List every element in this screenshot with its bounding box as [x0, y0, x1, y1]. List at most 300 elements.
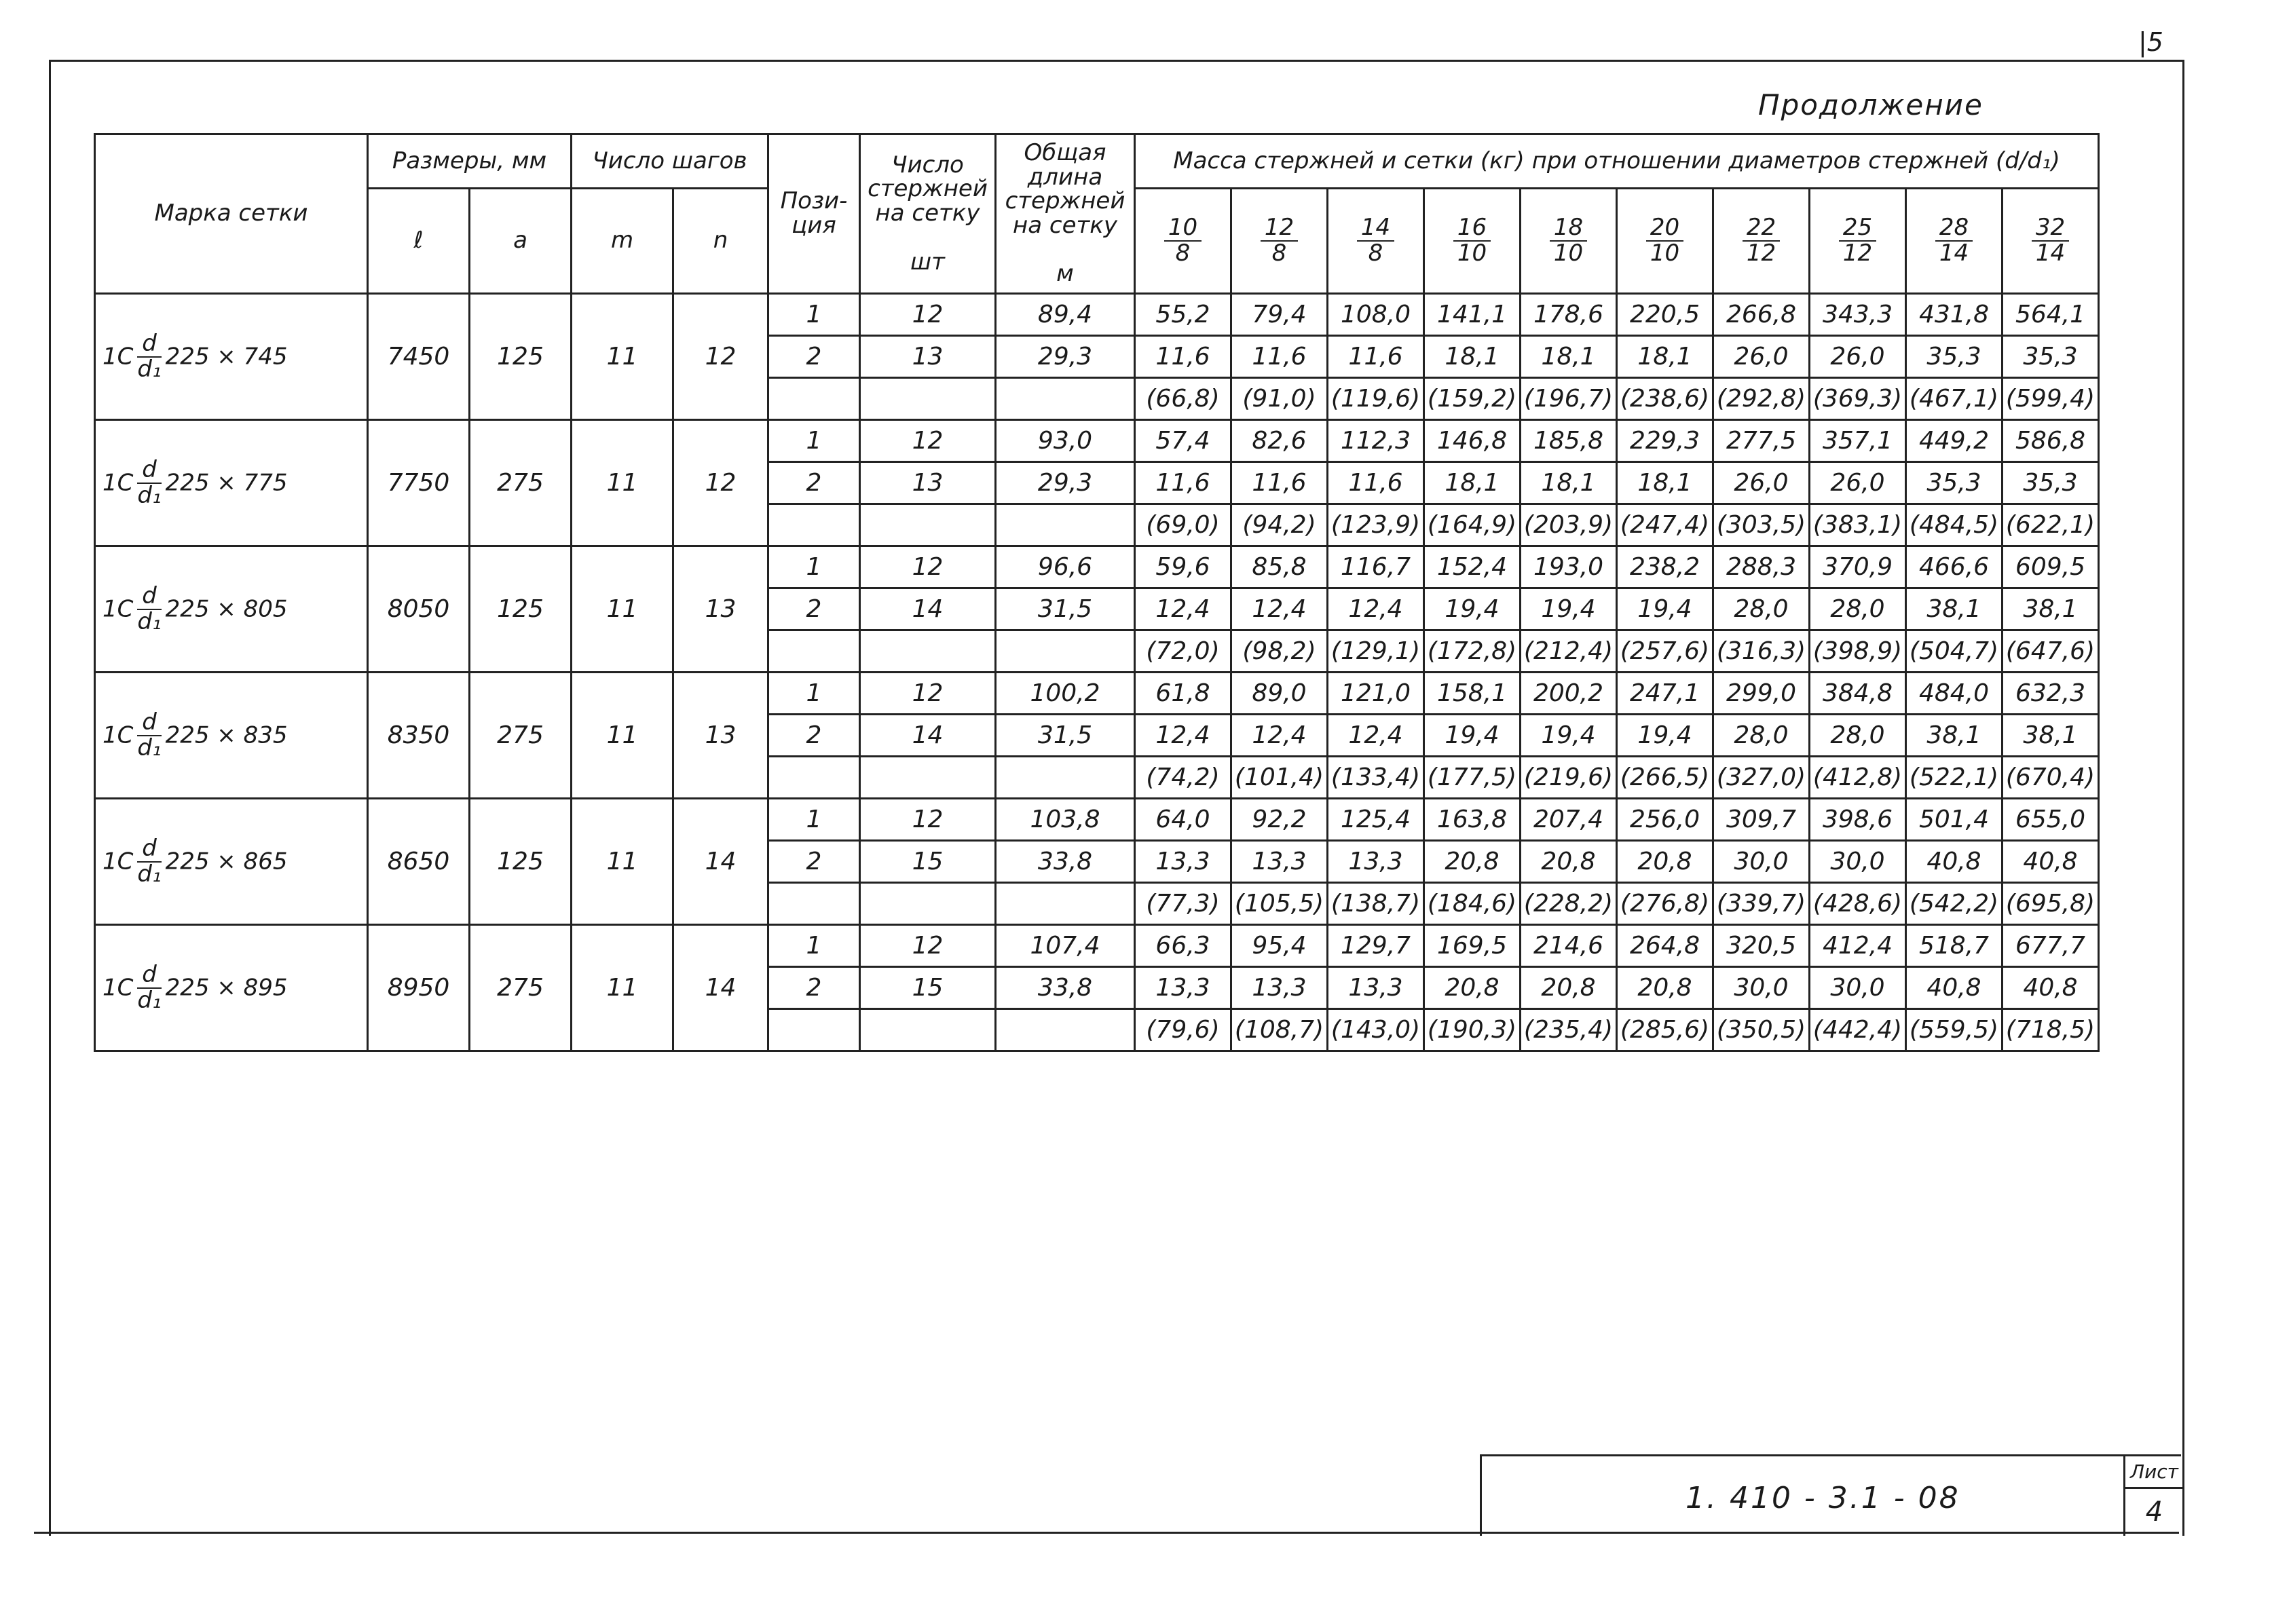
mass-cell: 11,6 [1135, 336, 1231, 378]
mass-cell: 40,8 [1906, 967, 2003, 1009]
total-mass-cell: (77,3) [1135, 883, 1231, 925]
total-mass-cell: (72,0) [1135, 630, 1231, 673]
document-code: 1. 410 - 3.1 - 08 [1686, 1481, 1960, 1515]
length-cell [996, 883, 1135, 925]
total-mass-cell: (98,2) [1231, 630, 1328, 673]
total-mass-cell: (718,5) [2003, 1009, 2099, 1051]
mass-cell: 13,3 [1328, 967, 1424, 1009]
mark-prefix: 1С [103, 848, 134, 875]
position-cell [768, 504, 860, 546]
header-mark: Марка сетки [95, 134, 368, 294]
mass-cell: 277,5 [1713, 420, 1810, 462]
size-n-cell: 14 [673, 925, 768, 1051]
mass-cell: 11,6 [1135, 462, 1231, 504]
position-cell: 2 [768, 462, 860, 504]
position-cell: 2 [768, 967, 860, 1009]
mass-cell: 30,0 [1713, 967, 1810, 1009]
length-cell: 89,4 [996, 294, 1135, 336]
total-mass-cell: (119,6) [1328, 378, 1424, 420]
count-cell [860, 1009, 996, 1051]
ratio-denominator: 8 [1175, 240, 1191, 267]
mark-denominator: d₁ [137, 607, 162, 635]
total-mass-cell: (238,6) [1617, 378, 1713, 420]
mass-cell: 89,0 [1231, 673, 1328, 715]
mass-cell: 38,1 [1906, 715, 2003, 757]
total-mass-cell: (123,9) [1328, 504, 1424, 546]
count-cell: 15 [860, 967, 996, 1009]
mass-cell: 518,7 [1906, 925, 2003, 967]
mass-cell: 79,4 [1231, 294, 1328, 336]
mass-cell: 370,9 [1810, 546, 1906, 588]
mass-cell: 484,0 [1906, 673, 2003, 715]
mesh-mark [95, 420, 368, 546]
position-cell: 2 [768, 715, 860, 757]
mark-fraction [137, 834, 162, 888]
size-n-cell: 13 [673, 546, 768, 673]
length-cell [996, 757, 1135, 799]
size-n-cell: 14 [673, 799, 768, 925]
size-m-cell: 11 [572, 799, 673, 925]
mass-cell: 18,1 [1521, 336, 1617, 378]
total-mass-cell: (327,0) [1713, 757, 1810, 799]
mass-cell: 632,3 [2003, 673, 2099, 715]
header-count-unit: шт [910, 248, 945, 276]
ratio-denominator: 8 [1271, 240, 1287, 267]
mark-fraction [137, 960, 162, 1014]
count-cell: 13 [860, 462, 996, 504]
header-count [860, 134, 996, 294]
total-mass-cell: (542,2) [1906, 883, 2003, 925]
ratio-denominator: 10 [1650, 240, 1680, 267]
table-row [95, 799, 2099, 841]
mass-cell: 125,4 [1328, 799, 1424, 841]
mass-cell: 35,3 [2003, 462, 2099, 504]
header-sizes: Размеры, мм [368, 134, 572, 189]
mass-cell: 220,5 [1617, 294, 1713, 336]
mass-cell: 66,3 [1135, 925, 1231, 967]
mass-cell: 431,8 [1906, 294, 2003, 336]
mass-cell: 35,3 [2003, 336, 2099, 378]
mass-cell: 229,3 [1617, 420, 1713, 462]
position-cell: 1 [768, 673, 860, 715]
mass-cell: 299,0 [1713, 673, 1810, 715]
total-mass-cell: (316,3) [1713, 630, 1810, 673]
mark-suffix: 225 × 895 [165, 974, 288, 1002]
header-length-label: Общая длина стержней на сетку [1005, 138, 1125, 239]
title-block [1480, 1454, 2181, 1536]
total-mass-cell: (172,8) [1424, 630, 1521, 673]
mass-cell: 12,4 [1135, 715, 1231, 757]
mass-cell: 26,0 [1713, 462, 1810, 504]
total-mass-cell: (105,5) [1231, 883, 1328, 925]
size-l-cell: 8050 [368, 546, 470, 673]
mass-cell: 20,8 [1617, 841, 1713, 883]
total-mass-cell: (79,6) [1135, 1009, 1231, 1051]
mass-cell: 207,4 [1521, 799, 1617, 841]
total-mass-cell: (266,5) [1617, 757, 1713, 799]
mesh-specification-table [94, 133, 2100, 1052]
size-n-cell: 13 [673, 673, 768, 799]
mesh-mark [95, 799, 368, 925]
mass-cell: 357,1 [1810, 420, 1906, 462]
mark-denominator: d₁ [137, 860, 162, 888]
mass-cell: 12,4 [1328, 715, 1424, 757]
header-size-a: a [470, 189, 572, 294]
ratio-denominator: 14 [2035, 240, 2066, 267]
mass-cell: 129,7 [1328, 925, 1424, 967]
mass-cell: 200,2 [1521, 673, 1617, 715]
mark-denominator: d₁ [137, 481, 162, 509]
mass-cell: 18,1 [1521, 462, 1617, 504]
ratio-numerator: 18 [1550, 216, 1587, 242]
mass-cell: 30,0 [1713, 841, 1810, 883]
mark-suffix: 225 × 835 [165, 721, 288, 749]
total-mass-cell: (647,6) [2003, 630, 2099, 673]
ratio-numerator: 32 [2032, 216, 2069, 242]
header-ratio [1906, 189, 2003, 294]
ratio-denominator: 10 [1553, 240, 1584, 267]
count-cell: 12 [860, 420, 996, 462]
sheet-box [2123, 1456, 2183, 1536]
mass-cell: 64,0 [1135, 799, 1231, 841]
table-body [95, 294, 2099, 1051]
total-mass-cell: (247,4) [1617, 504, 1713, 546]
mass-cell: 38,1 [2003, 715, 2099, 757]
mark-fraction [137, 584, 161, 634]
ratio-fraction [1550, 216, 1587, 265]
total-mass-cell: (212,4) [1521, 630, 1617, 673]
total-mass-cell: (303,5) [1713, 504, 1810, 546]
size-m-cell: 11 [572, 925, 673, 1051]
size-l-cell: 8650 [368, 799, 470, 925]
ratio-denominator: 8 [1368, 240, 1383, 267]
total-mass-cell: (484,5) [1906, 504, 2003, 546]
mass-cell: 13,3 [1135, 967, 1231, 1009]
mass-cell: 121,0 [1328, 673, 1424, 715]
total-mass-cell: (143,0) [1328, 1009, 1424, 1051]
size-m-cell: 11 [572, 546, 673, 673]
mass-cell: 564,1 [2003, 294, 2099, 336]
size-n-cell: 12 [673, 294, 768, 420]
mass-cell: 12,4 [1135, 588, 1231, 630]
total-mass-cell: (339,7) [1713, 883, 1810, 925]
mass-cell: 152,4 [1424, 546, 1521, 588]
total-mass-cell: (622,1) [2003, 504, 2099, 546]
mark-prefix: 1С [103, 469, 134, 497]
table-row [95, 420, 2099, 462]
length-cell: 31,5 [996, 715, 1135, 757]
total-mass-cell: (177,5) [1424, 757, 1521, 799]
mass-cell: 28,0 [1713, 715, 1810, 757]
mass-cell: 19,4 [1521, 715, 1617, 757]
total-mass-cell: (228,2) [1521, 883, 1617, 925]
total-mass-cell: (350,5) [1713, 1009, 1810, 1051]
mass-cell: 12,4 [1231, 588, 1328, 630]
total-mass-cell: (164,9) [1424, 504, 1521, 546]
mass-cell: 343,3 [1810, 294, 1906, 336]
header-position: Пози- ция [768, 134, 860, 294]
header-ratio [1424, 189, 1521, 294]
position-cell [768, 757, 860, 799]
mass-cell: 13,3 [1135, 841, 1231, 883]
header-steps: Число шагов [572, 134, 768, 189]
ratio-fraction [1743, 216, 1780, 265]
ratio-fraction [2032, 216, 2069, 265]
mass-cell: 26,0 [1713, 336, 1810, 378]
ratio-fraction [1357, 216, 1394, 265]
count-cell: 12 [860, 294, 996, 336]
header-count-label: Число стержней на сетку [868, 151, 988, 227]
size-a-cell: 125 [470, 799, 572, 925]
ratio-numerator: 25 [1839, 216, 1876, 242]
mark-numerator: d [137, 458, 161, 484]
size-m-cell: 11 [572, 420, 673, 546]
ratio-numerator: 16 [1453, 216, 1491, 242]
length-cell: 31,5 [996, 588, 1135, 630]
mesh-mark [95, 546, 368, 673]
position-cell: 2 [768, 841, 860, 883]
mass-cell: 163,8 [1424, 799, 1521, 841]
mark-prefix: 1С [103, 343, 134, 371]
count-cell [860, 378, 996, 420]
size-a-cell: 275 [470, 673, 572, 799]
total-mass-cell: (522,1) [1906, 757, 2003, 799]
header-ratio [1135, 189, 1231, 294]
header-step-n: n [673, 189, 768, 294]
mass-cell: 13,3 [1231, 967, 1328, 1009]
sheet-number: 4 [2145, 1496, 2163, 1528]
total-mass-cell: (74,2) [1135, 757, 1231, 799]
total-mass-cell: (369,3) [1810, 378, 1906, 420]
total-mass-cell: (196,7) [1521, 378, 1617, 420]
mass-cell: 85,8 [1231, 546, 1328, 588]
mass-cell: 40,8 [2003, 841, 2099, 883]
position-cell: 1 [768, 799, 860, 841]
size-m-cell: 11 [572, 673, 673, 799]
total-mass-cell: (101,4) [1231, 757, 1328, 799]
mass-cell: 61,8 [1135, 673, 1231, 715]
header-size-l: ℓ [368, 189, 470, 294]
total-mass-cell: (203,9) [1521, 504, 1617, 546]
mass-cell: 398,6 [1810, 799, 1906, 841]
mass-cell: 112,3 [1328, 420, 1424, 462]
mass-cell: 320,5 [1713, 925, 1810, 967]
total-mass-cell: (159,2) [1424, 378, 1521, 420]
mass-cell: 18,1 [1424, 336, 1521, 378]
mass-cell: 501,4 [1906, 799, 2003, 841]
header-length-unit: м [1056, 260, 1074, 288]
mass-cell: 82,6 [1231, 420, 1328, 462]
length-cell: 29,3 [996, 462, 1135, 504]
ratio-fraction [1164, 216, 1202, 265]
mass-cell: 256,0 [1617, 799, 1713, 841]
mass-cell: 169,5 [1424, 925, 1521, 967]
mesh-mark [95, 673, 368, 799]
total-mass-cell: (292,8) [1713, 378, 1810, 420]
mass-cell: 108,0 [1328, 294, 1424, 336]
total-mass-cell: (383,1) [1810, 504, 1906, 546]
mass-cell: 288,3 [1713, 546, 1810, 588]
mass-cell: 20,8 [1424, 841, 1521, 883]
mass-cell: 466,6 [1906, 546, 2003, 588]
total-mass-cell: (184,6) [1424, 883, 1521, 925]
total-mass-cell: (108,7) [1231, 1009, 1328, 1051]
mass-cell: 28,0 [1810, 715, 1906, 757]
total-mass-cell: (129,1) [1328, 630, 1424, 673]
size-a-cell: 275 [470, 925, 572, 1051]
size-l-cell: 8350 [368, 673, 470, 799]
total-mass-cell: (559,5) [1906, 1009, 2003, 1051]
header-ratio [1521, 189, 1617, 294]
ratio-numerator: 10 [1164, 216, 1202, 242]
header-ratio [1328, 189, 1424, 294]
size-l-cell: 8950 [368, 925, 470, 1051]
length-cell: 103,8 [996, 799, 1135, 841]
count-cell: 15 [860, 841, 996, 883]
mass-cell: 30,0 [1810, 967, 1906, 1009]
mark-prefix: 1С [103, 974, 134, 1002]
mesh-mark [95, 294, 368, 420]
mass-cell: 309,7 [1713, 799, 1810, 841]
mass-cell: 11,6 [1231, 336, 1328, 378]
mass-cell: 141,1 [1424, 294, 1521, 336]
mass-cell: 178,6 [1521, 294, 1617, 336]
mass-cell: 11,6 [1231, 462, 1328, 504]
table-row [95, 673, 2099, 715]
mass-cell: 11,6 [1328, 336, 1424, 378]
ratio-fraction [1453, 216, 1491, 265]
mass-cell: 55,2 [1135, 294, 1231, 336]
size-a-cell: 125 [470, 294, 572, 420]
header-mass: Масса стержней и сетки (кг) при отношении диаметров стержней (d/d₁) [1135, 134, 2099, 189]
position-cell: 1 [768, 294, 860, 336]
mark-suffix: 225 × 745 [165, 343, 288, 371]
continuation-label: Продолжение [1758, 88, 1984, 121]
header-ratio [1617, 189, 1713, 294]
position-cell [768, 883, 860, 925]
position-cell: 2 [768, 336, 860, 378]
count-cell: 12 [860, 799, 996, 841]
mass-cell: 26,0 [1810, 462, 1906, 504]
mark-fraction [137, 455, 162, 509]
size-a-cell: 275 [470, 420, 572, 546]
mark-numerator: d [137, 963, 161, 989]
length-cell: 33,8 [996, 967, 1135, 1009]
count-cell: 12 [860, 673, 996, 715]
mass-cell: 30,0 [1810, 841, 1906, 883]
length-cell [996, 1009, 1135, 1051]
mass-cell: 13,3 [1328, 841, 1424, 883]
position-cell: 1 [768, 925, 860, 967]
mass-cell: 384,8 [1810, 673, 1906, 715]
position-cell [768, 630, 860, 673]
mass-cell: 193,0 [1521, 546, 1617, 588]
ratio-fraction [1935, 216, 1973, 265]
total-mass-cell: (467,1) [1906, 378, 2003, 420]
ratio-fraction [1261, 216, 1298, 265]
total-mass-cell: (276,8) [1617, 883, 1713, 925]
mass-cell: 19,4 [1521, 588, 1617, 630]
header-ratio [1810, 189, 1906, 294]
total-mass-cell: (398,9) [1810, 630, 1906, 673]
ratio-denominator: 10 [1457, 240, 1487, 267]
mass-cell: 40,8 [2003, 967, 2099, 1009]
total-mass-cell: (599,4) [2003, 378, 2099, 420]
length-cell: 29,3 [996, 336, 1135, 378]
count-cell: 12 [860, 925, 996, 967]
position-cell: 2 [768, 588, 860, 630]
count-cell: 14 [860, 588, 996, 630]
mass-cell: 586,8 [2003, 420, 2099, 462]
mass-cell: 116,7 [1328, 546, 1424, 588]
mark-numerator: d [137, 711, 161, 736]
length-cell [996, 504, 1135, 546]
mark-suffix: 225 × 865 [165, 848, 288, 875]
mark-suffix: 225 × 805 [165, 595, 288, 623]
mass-cell: 19,4 [1617, 588, 1713, 630]
mass-cell: 18,1 [1617, 462, 1713, 504]
header-ratio [1713, 189, 1810, 294]
mass-cell: 11,6 [1328, 462, 1424, 504]
total-mass-cell: (428,6) [1810, 883, 1906, 925]
count-cell [860, 630, 996, 673]
mass-cell: 95,4 [1231, 925, 1328, 967]
mark-numerator: d [137, 837, 161, 863]
mark-prefix: 1С [103, 595, 134, 623]
header-ratio [2003, 189, 2099, 294]
mass-cell: 266,8 [1713, 294, 1810, 336]
mass-cell: 12,4 [1328, 588, 1424, 630]
mass-cell: 247,1 [1617, 673, 1713, 715]
ratio-denominator: 14 [1939, 240, 1969, 267]
ratio-numerator: 14 [1357, 216, 1394, 242]
mass-cell: 92,2 [1231, 799, 1328, 841]
total-mass-cell: (412,8) [1810, 757, 1906, 799]
length-cell [996, 378, 1135, 420]
total-mass-cell: (257,6) [1617, 630, 1713, 673]
total-mass-cell: (695,8) [2003, 883, 2099, 925]
mass-cell: 449,2 [1906, 420, 2003, 462]
mass-cell: 609,5 [2003, 546, 2099, 588]
count-cell: 14 [860, 715, 996, 757]
mass-cell: 19,4 [1424, 588, 1521, 630]
mass-cell: 57,4 [1135, 420, 1231, 462]
mass-cell: 26,0 [1810, 336, 1906, 378]
length-cell: 96,6 [996, 546, 1135, 588]
count-cell [860, 757, 996, 799]
mark-fraction [137, 708, 162, 761]
mass-cell: 20,8 [1521, 841, 1617, 883]
header-length [996, 134, 1135, 294]
mark-denominator: d₁ [137, 734, 162, 761]
mass-cell: 38,1 [2003, 588, 2099, 630]
mass-cell: 40,8 [1906, 841, 2003, 883]
corner-mark: |5 [2138, 27, 2163, 57]
mass-cell: 185,8 [1521, 420, 1617, 462]
total-mass-cell: (504,7) [1906, 630, 2003, 673]
mass-cell: 35,3 [1906, 336, 2003, 378]
size-a-cell: 125 [470, 546, 572, 673]
mark-denominator: d₁ [137, 355, 162, 383]
mass-cell: 38,1 [1906, 588, 2003, 630]
mass-cell: 28,0 [1713, 588, 1810, 630]
count-cell: 12 [860, 546, 996, 588]
ratio-denominator: 12 [1746, 240, 1776, 267]
mark-fraction [137, 329, 162, 383]
length-cell: 100,2 [996, 673, 1135, 715]
total-mass-cell: (285,6) [1617, 1009, 1713, 1051]
count-cell [860, 504, 996, 546]
